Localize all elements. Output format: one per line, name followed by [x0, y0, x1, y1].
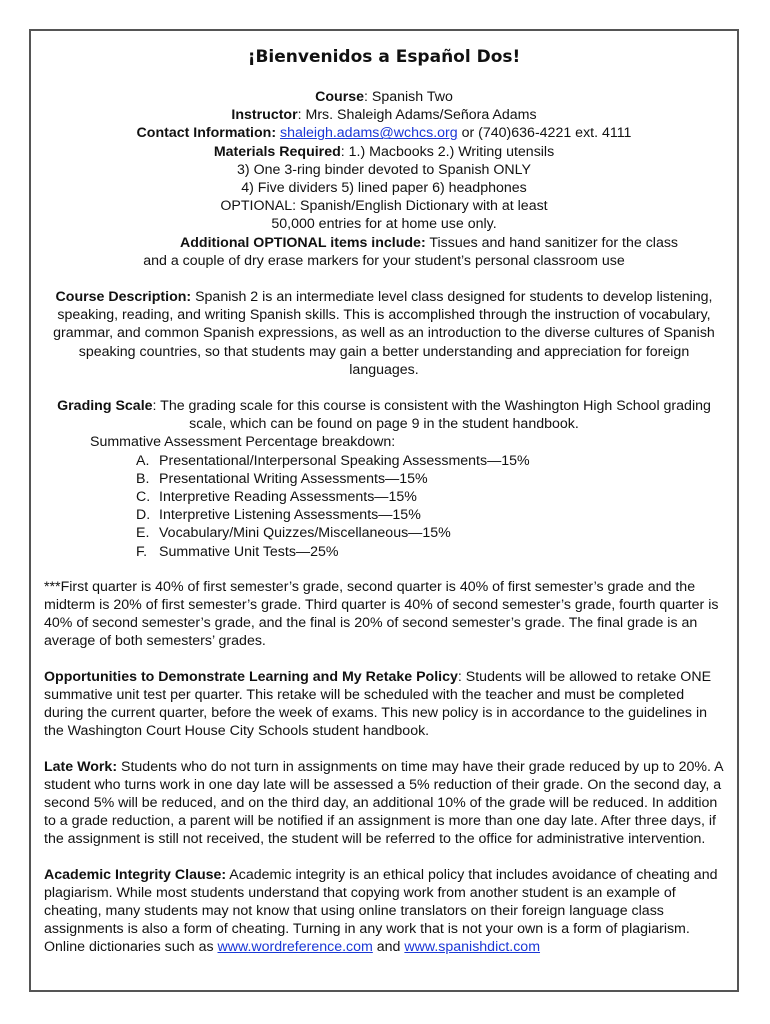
- list-item: E. Vocabulary/Mini Quizzes/Miscellaneous—15%: [136, 525, 451, 542]
- late-work: [44, 758, 724, 849]
- list-item: A. Presentational/Interpersonal Speaking Assessments—15%: [136, 452, 530, 469]
- integrity-and: and: [372, 939, 405, 956]
- spanishdict-link[interactable]: www.spanishdict.com: [404, 939, 541, 956]
- syllabus-document: [44, 44, 724, 957]
- list-item: C. Interpretive Reading Assessments—15%: [136, 489, 417, 506]
- email-link[interactable]: shaleigh.adams@wchcs.org: [280, 125, 458, 142]
- additional-line-2: and a couple of dry erase markers for your student’s personal classroom use: [143, 252, 625, 269]
- list-item: B. Presentational Writing Assessments—15%: [136, 470, 428, 487]
- quarter-grade-note: ***First quarter is 40% of first semester’s grade, second quarter is 40% of first semester’s grade and the midterm is 20% of first semester’s grade. Third quarter is 40% of second semester’s grade, fourth quarter is 40% of second semester’s grade, and the final is 20% of second semester’s grade. The final grade is an average of both semesters’ grades.: [44, 578, 719, 650]
- summative-label: Summative Assessment Percentage breakdown:: [90, 434, 396, 451]
- late-work-label: Late Work:: [44, 758, 118, 775]
- additional-line-1: [44, 234, 724, 252]
- retake-text: : Students will be allowed to retake ONE summative unit test per quarter. This retake will be scheduled with the teacher and must be completed during the current quarter, before the week of exams. This new policy is in accordance to the guidelines in the Washington Court House City Schools student handbook.: [44, 668, 712, 740]
- course-value: : Spanish Two: [364, 89, 453, 105]
- retake-policy: [44, 668, 724, 741]
- grading-scale: [44, 397, 724, 433]
- list-item: D. Interpretive Listening Assessments—15%: [136, 507, 421, 524]
- contact-line: [44, 124, 724, 142]
- contact-label: Contact Information:: [136, 125, 277, 142]
- wordreference-link[interactable]: www.wordreference.com: [217, 939, 373, 956]
- materials-text-1: : 1.) Macbooks 2.) Writing utensils: [340, 143, 555, 160]
- course-description: [44, 288, 724, 379]
- course-description-label: Course Description:: [55, 289, 192, 306]
- instructor-line: [44, 106, 724, 124]
- course-line: [44, 88, 724, 106]
- retake-label: Opportunities to Demonstrate Learning and My Retake Policy: [44, 668, 458, 685]
- course-description-text: Spanish 2 is an intermediate level class designed for students to develop listening, speaking, reading, and writing Spanish skills. This is accomplished through the instruction of vocabulary, grammar, and common Spanish expressions, as well as an introduction to the diverse cultures of Spanish speaking countries, so that students may gain a better understanding and appreciation for foreign languages.: [53, 289, 715, 378]
- materials-label: Materials Required: [213, 143, 341, 160]
- list-item: F. Summative Unit Tests—25%: [136, 543, 339, 560]
- materials-line-4: OPTIONAL: Spanish/English Dictionary with at least: [220, 198, 548, 215]
- grading-text: : The grading scale for this course is consistent with the Washington High School grading scale, which can be found on page 9 in the student handbook.: [152, 398, 711, 433]
- materials-line-5: 50,000 entries for at home use only.: [271, 216, 497, 233]
- materials-line-2: 3) One 3-ring binder devoted to Spanish ONLY: [237, 161, 531, 178]
- instructor-value: : Mrs. Shaleigh Adams/Señora Adams: [297, 107, 537, 124]
- integrity-label: Academic Integrity Clause:: [44, 866, 227, 883]
- grade-breakdown-list: [44, 452, 724, 561]
- materials-line-1: [44, 143, 724, 161]
- late-work-text: Students who do not turn in assignments on time may have their grade reduced by up to 20%. A student who turns work in one day late will be assessed a 5% reduction of their grade. On the second day, a second 5% will be reduced, and on the third day, an additional 10% of the grade will be reduced. In addition to a grade reduction, a parent will be notified if an assignment is more than one day late. After three days, if the assignment is still not received, the student will be referred to the office for administrative intervention.: [44, 758, 723, 848]
- additional-label: Additional OPTIONAL items include:: [180, 234, 426, 251]
- contact-phone: or (740)636-4221 ext. 4111: [457, 125, 632, 142]
- instructor-label: Instructor: [231, 107, 298, 124]
- page-title: ¡Bienvenidos a Español Dos!: [247, 47, 521, 67]
- integrity-text: Academic integrity is an ethical policy that includes avoidance of cheating and plagiarism. While most students understand that copying work from another student is an example of cheating, many students may not know that using online translators on their foreign language class assignments is also a form of cheating. Turning in any work that is not your own is a form of plagiarism. Online dictionaries such as: [44, 866, 718, 956]
- grading-label: Grading Scale: [57, 398, 153, 415]
- materials-line-3: 4) Five dividers 5) lined paper 6) headphones: [241, 180, 527, 197]
- additional-items: [44, 234, 724, 270]
- course-label: Course: [315, 89, 365, 105]
- academic-integrity: [44, 866, 724, 957]
- additional-text-1: Tissues and hand sanitizer for the class: [425, 234, 679, 251]
